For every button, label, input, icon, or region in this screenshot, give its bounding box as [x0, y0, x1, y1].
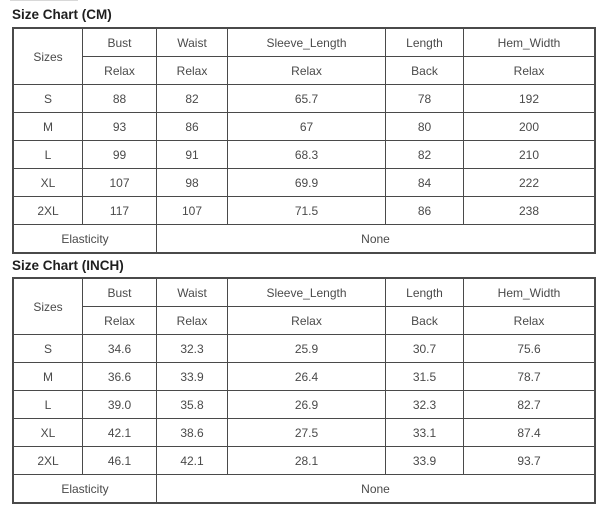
value-cell: 35.8 — [157, 391, 228, 419]
value-cell: 86 — [157, 113, 228, 141]
table-row — [13, 419, 595, 447]
value-cell: 26.9 — [228, 391, 386, 419]
sleeve-length-header-cell: Sleeve_Length — [228, 278, 386, 307]
sleeve-length-subheader-cell: Relax — [228, 57, 386, 85]
length-header-cell: Length — [386, 28, 464, 57]
elasticity-row — [13, 475, 595, 504]
table-row — [13, 85, 595, 113]
waist-subheader-cell: Relax — [157, 57, 228, 85]
cropped-element-divider — [10, 0, 78, 1]
size-cell: S — [13, 335, 83, 363]
elasticity-value-cell: None — [157, 225, 596, 254]
waist-subheader-cell: Relax — [157, 307, 228, 335]
size-cell: XL — [13, 169, 83, 197]
header-row — [13, 278, 595, 307]
value-cell: 93 — [83, 113, 157, 141]
table-row — [13, 447, 595, 475]
value-cell: 68.3 — [228, 141, 386, 169]
sizes-header-cell: Sizes — [13, 28, 83, 85]
value-cell: 107 — [83, 169, 157, 197]
value-cell: 88 — [83, 85, 157, 113]
value-cell: 84 — [386, 169, 464, 197]
value-cell: 82 — [157, 85, 228, 113]
value-cell: 42.1 — [83, 419, 157, 447]
table-row — [13, 169, 595, 197]
value-cell: 238 — [464, 197, 596, 225]
size-cell: L — [13, 141, 83, 169]
table-row — [13, 391, 595, 419]
hem-width-subheader-cell: Relax — [464, 57, 596, 85]
header-row — [13, 28, 595, 57]
size-cell: 2XL — [13, 197, 83, 225]
table-row — [13, 363, 595, 391]
value-cell: 34.6 — [83, 335, 157, 363]
value-cell: 93.7 — [464, 447, 596, 475]
value-cell: 82 — [386, 141, 464, 169]
elasticity-value-cell: None — [157, 475, 596, 504]
length-header-cell: Length — [386, 278, 464, 307]
sizes-header-cell: Sizes — [13, 278, 83, 335]
size-chart-cm-title: Size Chart (CM) — [12, 7, 112, 22]
hem-width-header-cell: Hem_Width — [464, 278, 596, 307]
hem-width-subheader-cell: Relax — [464, 307, 596, 335]
value-cell: 27.5 — [228, 419, 386, 447]
value-cell: 86 — [386, 197, 464, 225]
value-cell: 82.7 — [464, 391, 596, 419]
value-cell: 117 — [83, 197, 157, 225]
value-cell: 31.5 — [386, 363, 464, 391]
value-cell: 28.1 — [228, 447, 386, 475]
size-chart-inch-title: Size Chart (INCH) — [12, 258, 124, 273]
waist-header-cell: Waist — [157, 278, 228, 307]
value-cell: 78 — [386, 85, 464, 113]
size-cell: L — [13, 391, 83, 419]
elasticity-label-cell: Elasticity — [13, 475, 157, 504]
value-cell: 42.1 — [157, 447, 228, 475]
table-row — [13, 141, 595, 169]
value-cell: 30.7 — [386, 335, 464, 363]
value-cell: 75.6 — [464, 335, 596, 363]
value-cell: 87.4 — [464, 419, 596, 447]
value-cell: 46.1 — [83, 447, 157, 475]
bust-header-cell: Bust — [83, 28, 157, 57]
length-subheader-cell: Back — [386, 57, 464, 85]
size-chart-cm-table — [12, 27, 596, 254]
value-cell: 32.3 — [386, 391, 464, 419]
elasticity-label-cell: Elasticity — [13, 225, 157, 254]
value-cell: 107 — [157, 197, 228, 225]
value-cell: 91 — [157, 141, 228, 169]
value-cell: 67 — [228, 113, 386, 141]
subheader-row — [13, 57, 595, 85]
value-cell: 200 — [464, 113, 596, 141]
value-cell: 71.5 — [228, 197, 386, 225]
value-cell: 26.4 — [228, 363, 386, 391]
table-row — [13, 335, 595, 363]
size-cell: S — [13, 85, 83, 113]
size-chart-inch-table — [12, 277, 596, 504]
value-cell: 222 — [464, 169, 596, 197]
value-cell: 99 — [83, 141, 157, 169]
subheader-row — [13, 307, 595, 335]
table-row — [13, 113, 595, 141]
value-cell: 32.3 — [157, 335, 228, 363]
sleeve-length-subheader-cell: Relax — [228, 307, 386, 335]
value-cell: 39.0 — [83, 391, 157, 419]
value-cell: 65.7 — [228, 85, 386, 113]
bust-subheader-cell: Relax — [83, 307, 157, 335]
value-cell: 78.7 — [464, 363, 596, 391]
value-cell: 33.1 — [386, 419, 464, 447]
length-subheader-cell: Back — [386, 307, 464, 335]
bust-subheader-cell: Relax — [83, 57, 157, 85]
size-cell: M — [13, 363, 83, 391]
elasticity-row — [13, 225, 595, 254]
value-cell: 33.9 — [386, 447, 464, 475]
value-cell: 36.6 — [83, 363, 157, 391]
size-cell: M — [13, 113, 83, 141]
hem-width-header-cell: Hem_Width — [464, 28, 596, 57]
value-cell: 33.9 — [157, 363, 228, 391]
value-cell: 69.9 — [228, 169, 386, 197]
sleeve-length-header-cell: Sleeve_Length — [228, 28, 386, 57]
bust-header-cell: Bust — [83, 278, 157, 307]
value-cell: 80 — [386, 113, 464, 141]
waist-header-cell: Waist — [157, 28, 228, 57]
size-cell: XL — [13, 419, 83, 447]
value-cell: 38.6 — [157, 419, 228, 447]
value-cell: 210 — [464, 141, 596, 169]
value-cell: 192 — [464, 85, 596, 113]
size-cell: 2XL — [13, 447, 83, 475]
value-cell: 25.9 — [228, 335, 386, 363]
value-cell: 98 — [157, 169, 228, 197]
table-row — [13, 197, 595, 225]
